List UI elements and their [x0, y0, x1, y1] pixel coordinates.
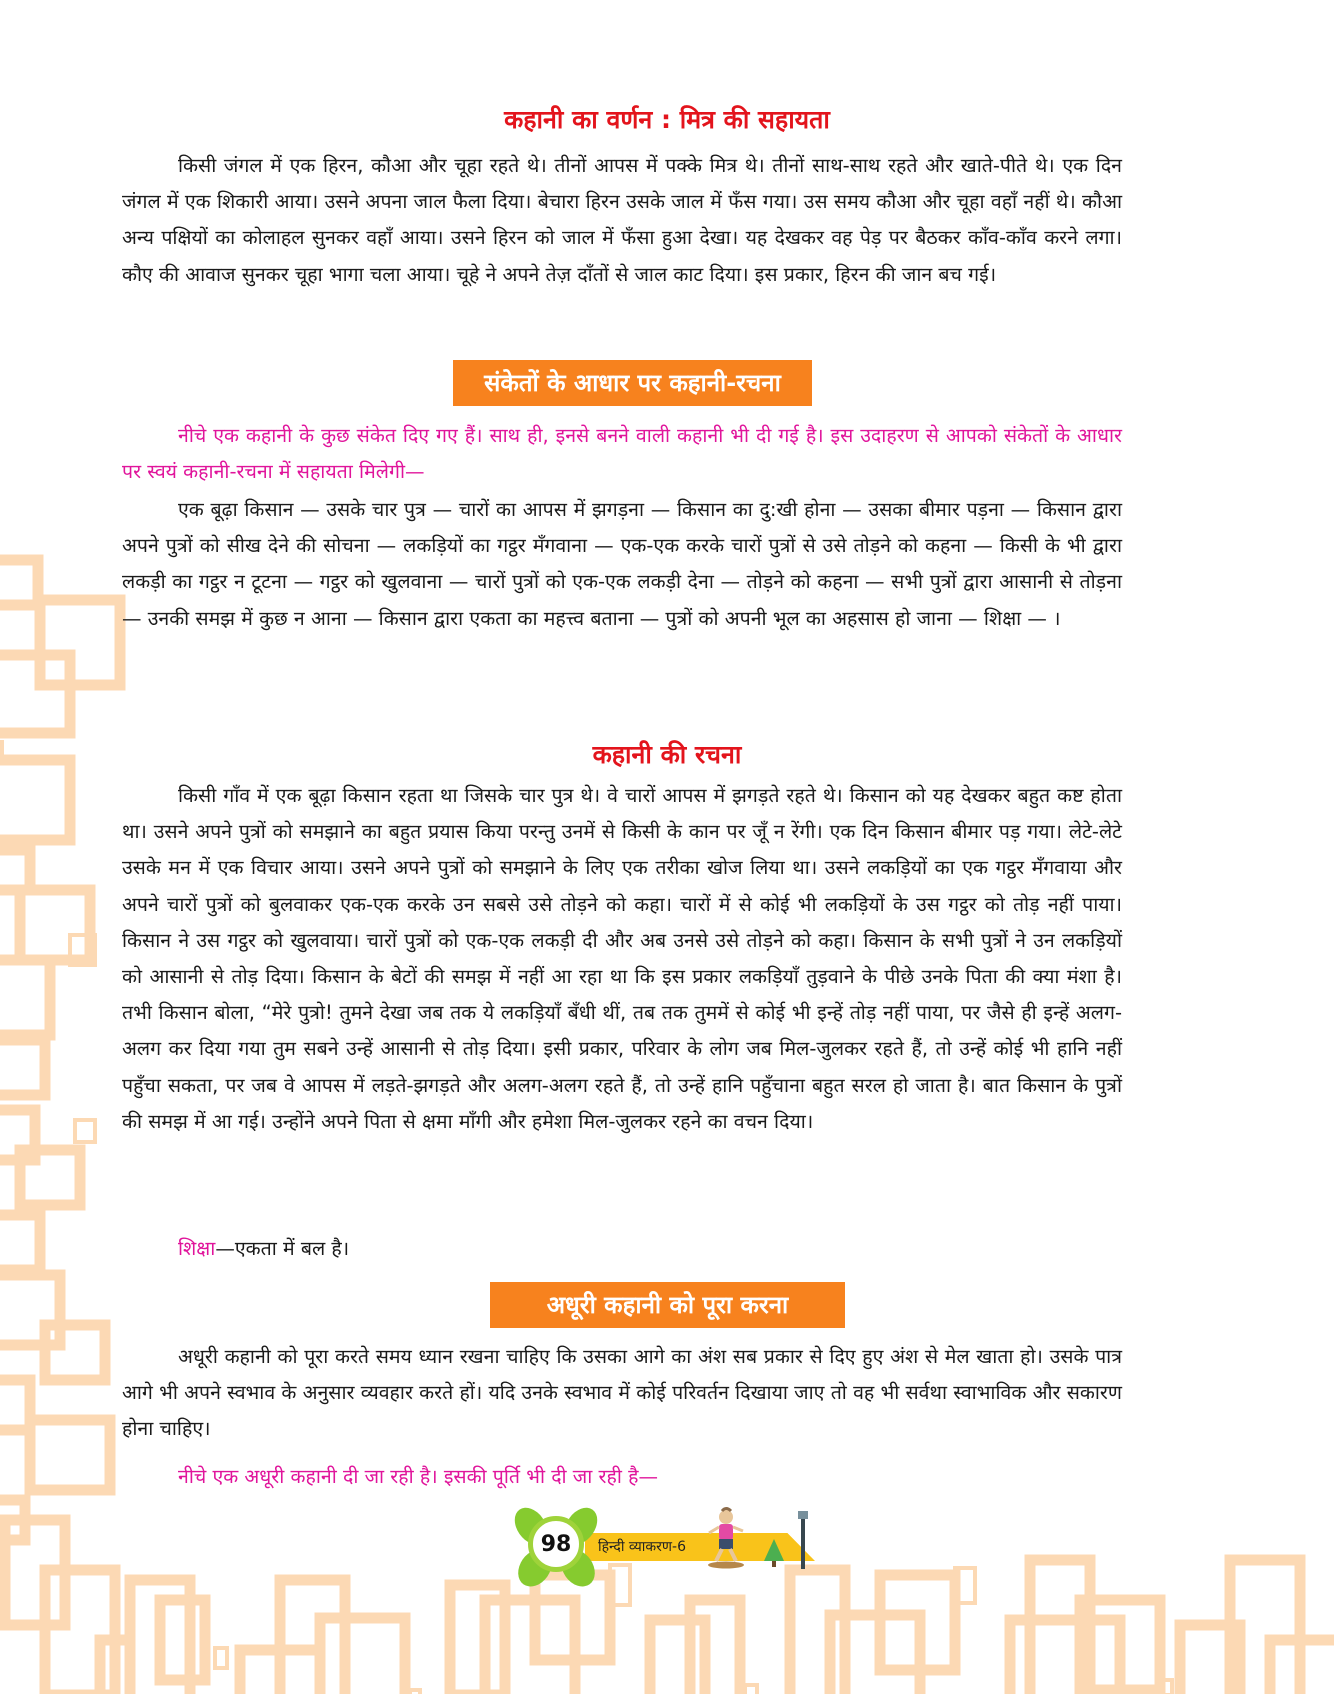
story-hints-paragraph — [122, 492, 1122, 637]
incomplete-story-guidance-paragraph — [122, 1339, 1122, 1448]
story-paragraph-friend-help — [122, 148, 1122, 293]
instruction-text: नीचे एक अधूरी कहानी दी जा रही है। इसकी पूर्ति भी दी जा रही है— — [178, 1465, 658, 1488]
guidance-text: अधूरी कहानी को पूरा करते समय ध्यान रखना चाहिए कि उसका आगे का अंश सब प्रकार से दिए हुए अंश से मेल खाता हो। उसके पात्र आगे भी अपने स्वभाव के अनुसार व्यवहार करते हों। यदि उनके स्वभाव में कोई परिवर्तन दिखाया जाए तो वह भी सर्वथा स्वाभाविक और सकारण होना चाहिए। — [122, 1345, 1122, 1441]
section-title-hints-based-story: संकेतों के आधार पर कहानी-रचना — [453, 360, 812, 406]
skateboarder-illustration-icon — [700, 1505, 820, 1575]
section-title-story-composition: कहानी की रचना — [592, 740, 742, 769]
page-number: 98 — [528, 1516, 584, 1572]
story-composition-paragraph — [122, 778, 1122, 1140]
moral-text: —एकता में बल है। — [215, 1237, 350, 1260]
book-title: हिन्दी व्याकरण-6 — [598, 1539, 686, 1555]
instruction-incomplete-story — [122, 1459, 1122, 1495]
section-title-complete-incomplete-story: अधूरी कहानी को पूरा करना — [490, 1282, 845, 1328]
instruction-text: नीचे एक कहानी के कुछ संकेत दिए गए हैं। साथ ही, इनसे बनने वाली कहानी भी दी गई है। इस उदाहरण से आपको संकेतों के आधार पर स्वयं कहानी-रचना में सहायता मिलेगी— — [122, 424, 1122, 484]
story-text: किसी जंगल में एक हिरन, कौआ और चूहा रहते थे। तीनों आपस में पक्के मित्र थे। तीनों साथ-साथ रहते और खाते-पीते थे। एक दिन जंगल में एक शिकारी आया। उसने अपना जाल फैला दिया। बेचारा हिरन उसके जाल में फँस गया। उस समय कौआ और चूहा वहाँ नहीं थे। कौआ अन्य पक्षियों का कोलाहल सुनकर वहाँ आया। उसने हिरन को जाल में फँसा हुआ देखा। यह देखकर वह पेड़ पर बैठकर काँव-काँव करने लगा। कौए की आवाज सुनकर चूहा भागा चला आया। चूहे ने अपने तेज़ दाँतों से जाल काट दिया। इस प्रकार, हिरन की जान बच गई। — [122, 154, 1122, 286]
moral-line — [122, 1231, 1122, 1267]
instruction-hints — [122, 418, 1122, 490]
story-composition-text: किसी गाँव में एक बूढ़ा किसान रहता था जिसके चार पुत्र थे। वे चारों आपस में झगड़ते रहते थे। किसान को यह देखकर बहुत कष्ट होता था। उसने अपने पुत्रों को समझाने का बहुत प्रयास किया परन्तु उनमें से किसी के कान पर जूँ न रेंगी। एक दिन किसान बीमार पड़ गया। लेटे-लेटे उसके मन में एक विचार आया। उसने अपने पुत्रों को समझाने के लिए एक तरीका खोज लिया था। उसने लकड़ियों का एक गट्ठर मँगवाया और अपने चारों पुत्रों को बुलवाकर एक-एक करके उन सबसे उसे तोड़ने को कहा। चारों में से कोई भी लकड़ियों के उस गट्ठर को तोड़ नहीं पाया। किसान ने उस गट्ठर को खुलवाया। चारों पुत्रों को एक-एक लकड़ी दी और अब उनसे उसे तोड़ने को कहा। किसान के सभी पुत्रों ने उन लकड़ियों को आसानी से तोड़ दिया। किसान के बेटों की समझ में नहीं आ रहा था कि इस प्रकार लकड़ियाँ तुड़वाने के पीछे उनके पिता की क्या मंशा है। तभी किसान बोला, “मेरे पुत्रो! तुमने देखा जब तक ये लकड़ियाँ बँधी थीं, तब तक तुममें से कोई भी इन्हें तोड़ नहीं पाया, पर जैसे ही इन्हें अलग-अलग कर दिया गया तुम सबने उन्हें आसानी से तोड़ दिया। इसी प्रकार, परिवार के लोग जब मिल-जुलकर रहते हैं, तो उन्हें कोई भी हानि नहीं पहुँचा सकता, पर जब वे आपस में लड़ते-झगड़ते और अलग-अलग रहते हैं, तो उन्हें हानि पहुँचाना बहुत सरल हो जाता है। बात किसान के पुत्रों की समझ में आ गई। उन्होंने अपने पिता से क्षमा माँगी और हमेशा मिल-जुलकर रहने का वचन दिया। — [122, 784, 1122, 1133]
hints-text: एक बूढ़ा किसान — उसके चार पुत्र — चारों का आपस में झगड़ना — किसान का दु:खी होना — उसका बीमार पड़ना — किसान द्वारा अपने पुत्रों को सीख देने की सोचना — लकड़ियों का गट्ठर मँगवाना — एक-एक करके चारों पुत्रों से उसे तोड़ने को कहना — किसी के भी द्वारा लकड़ी का गट्ठर न टूटना — गट्ठर को खुलवाना — चारों पुत्रों को एक-एक लकड़ी देना — तोड़ने को कहना — सभी पुत्रों द्वारा आसानी से तोड़ना — उनकी समझ में कुछ न आना — किसान द्वारा एकता का महत्त्व बताना — पुत्रों को अपनी भूल का अहसास हो जाना — शिक्षा — । — [122, 498, 1122, 630]
section-title-story-description: कहानी का वर्णन : मित्र की सहायता — [504, 105, 830, 134]
moral-label: शिक्षा — [178, 1237, 216, 1260]
